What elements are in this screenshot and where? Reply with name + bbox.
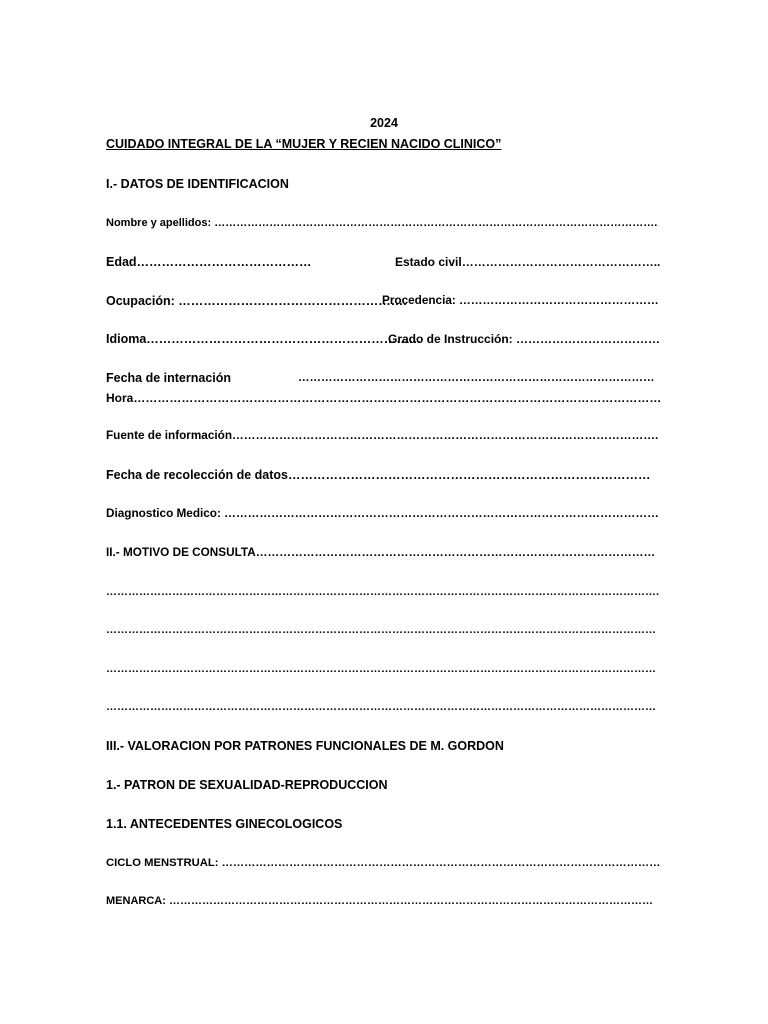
consulta-line: …………………………………………………………………………………………………………………………………… — [106, 663, 656, 675]
section-valoracion-heading: III.- VALORACION POR PATRONES FUNCIONALES DE M. GORDON — [106, 739, 504, 753]
field-fecha-internacion-dots: ………………………………………………………………………………… — [298, 372, 655, 384]
field-grado-instruccion: Grado de Instrucción: ……………………………… — [388, 332, 661, 346]
field-estado-civil: Estado civil………………………………………….. — [395, 255, 661, 269]
field-fecha-recoleccion: Fecha de recolección de datos…………………………………………………………………………… — [106, 468, 651, 482]
document-title: CUIDADO INTEGRAL DE LA “MUJER Y RECIEN NACIDO CLINICO” — [106, 137, 502, 151]
field-hora: Hora…………………………………………………………………………………………………………………… — [106, 391, 662, 405]
field-procedencia: Procedencia: …………………………………………… — [382, 294, 659, 307]
field-diagnostico-medico: Diagnostico Medico: ………………………………………………………………………………………………… — [106, 507, 659, 520]
field-fuente-informacion: Fuente de información………………………………………………………………………………………………. — [106, 429, 659, 442]
consulta-line: ……………………………………………………………………………………………………………………………………. — [106, 586, 660, 598]
field-edad: Edad…………………………………… — [106, 255, 312, 269]
subsection-patron-sexualidad: 1.- PATRON DE SEXUALIDAD-REPRODUCCION — [106, 778, 388, 792]
consulta-line: …………………………………………………………………………………………………………………………………… — [106, 624, 656, 636]
section-motivo-consulta: II.- MOTIVO DE CONSULTA………………………………………………………………………………………… — [106, 546, 656, 559]
field-ocupacion: Ocupación: ………………………………………………. — [106, 294, 407, 308]
field-menarca: MENARCA: …………………………………………………………………………………………………………………… — [106, 895, 653, 907]
field-idioma: Idioma………………………………………………………… — [106, 332, 422, 346]
field-nombre: Nombre y apellidos: …………………………………………………………………………………………………………. — [106, 217, 658, 229]
section-identification-heading: I.- DATOS DE IDENTIFICACION — [106, 177, 289, 191]
document-year: 2024 — [370, 116, 398, 130]
consulta-line: …………………………………………………………………………………………………………………………………… — [106, 701, 656, 713]
subsection-antecedentes-ginecologicos: 1.1. ANTECEDENTES GINECOLOGICOS — [106, 817, 343, 831]
field-fecha-internacion: Fecha de internación — [106, 371, 232, 385]
field-ciclo-menstrual: CICLO MENSTRUAL: ……………………………………………………………………………………………………… — [106, 857, 661, 869]
